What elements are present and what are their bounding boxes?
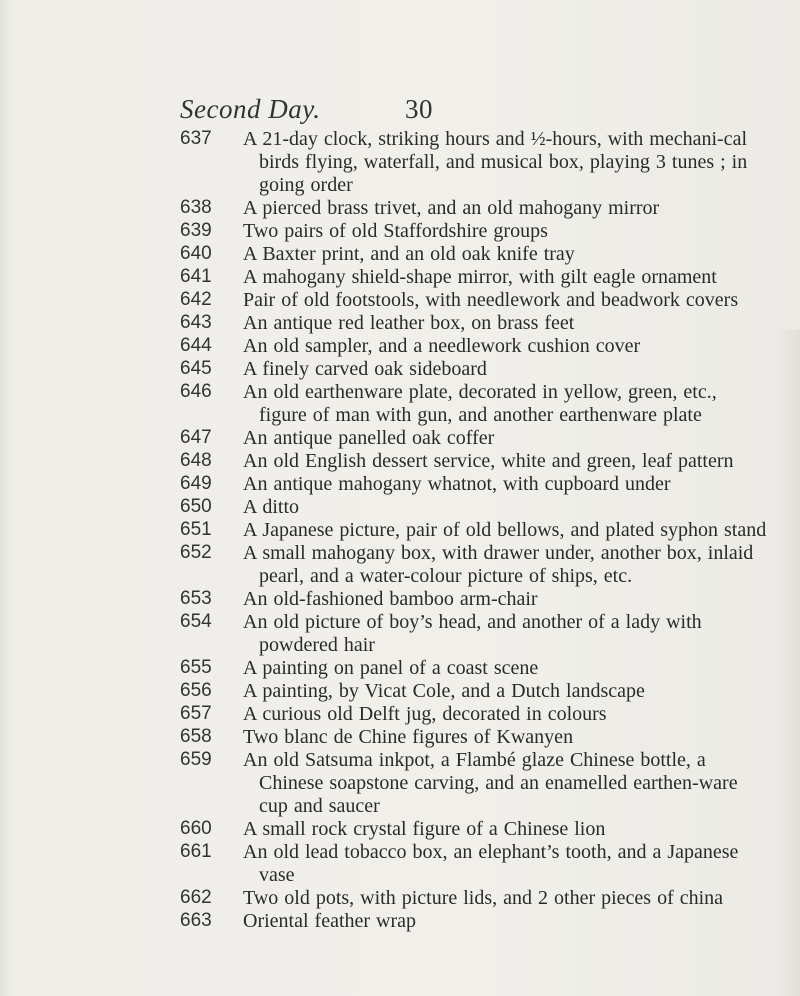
lot-number: 656	[180, 680, 212, 701]
lot-description: A small mahogany box, with drawer under, another box, inlaid pearl, and a water-colour picture of ships, etc.	[243, 542, 754, 587]
lot-entry	[180, 910, 770, 933]
lot-number: 645	[180, 358, 212, 379]
lot-entry	[180, 703, 770, 726]
lot-number: 663	[180, 910, 212, 931]
lot-entry	[180, 542, 770, 588]
lot-entry	[180, 450, 770, 473]
lot-number: 637	[180, 128, 212, 149]
lot-number: 651	[180, 519, 212, 540]
lot-description: Two blanc de Chine figures of Kwanyen	[243, 726, 574, 748]
section-title: Second Day.	[180, 94, 321, 124]
lot-description: An old sampler, and a needlework cushion cover	[243, 335, 641, 357]
lot-number: 642	[180, 289, 212, 310]
page-header	[180, 94, 433, 125]
lot-entry	[180, 818, 770, 841]
lot-number: 641	[180, 266, 212, 287]
lot-number: 661	[180, 841, 212, 862]
lot-entry	[180, 841, 770, 887]
lot-number: 648	[180, 450, 212, 471]
lot-description: Two old pots, with picture lids, and 2 other pieces of china	[243, 887, 724, 909]
lot-number: 658	[180, 726, 212, 747]
lot-entry	[180, 335, 770, 358]
lot-number: 644	[180, 335, 212, 356]
lot-entry	[180, 588, 770, 611]
lot-number: 647	[180, 427, 212, 448]
lot-description: Oriental feather wrap	[243, 910, 417, 932]
lot-number: 660	[180, 818, 212, 839]
lot-entry	[180, 312, 770, 335]
lot-description: An antique mahogany whatnot, with cupboard under	[243, 473, 671, 495]
lot-entry	[180, 680, 770, 703]
lot-description: An old lead tobacco box, an elephant’s tooth, and a Japanese vase	[243, 841, 739, 886]
lot-entry	[180, 220, 770, 243]
lot-entry	[180, 289, 770, 312]
lot-number: 657	[180, 703, 212, 724]
lot-number: 650	[180, 496, 212, 517]
lot-number: 662	[180, 887, 212, 908]
lot-description: A small rock crystal figure of a Chinese lion	[243, 818, 606, 840]
lot-description: A painting, by Vicat Cole, and a Dutch landscape	[243, 680, 645, 702]
lot-description: A ditto	[243, 496, 300, 518]
lot-description: An old Satsuma inkpot, a Flambé glaze Chinese bottle, a Chinese soapstone carving, and an enamelled earthen-ware cup and saucer	[243, 749, 738, 817]
lot-description: A Japanese picture, pair of old bellows, and plated syphon stand	[243, 519, 767, 541]
lot-entry	[180, 128, 770, 197]
lot-description: A 21-day clock, striking hours and ½-hours, with mechani-cal birds flying, waterfall, and musical box, playing 3 tunes ; in going order	[243, 128, 748, 196]
lot-description: An antique panelled oak coffer	[243, 427, 495, 449]
lot-entry	[180, 887, 770, 910]
lot-number: 643	[180, 312, 212, 333]
lot-entry	[180, 473, 770, 496]
lot-number: 655	[180, 657, 212, 678]
lot-number: 649	[180, 473, 212, 494]
lot-description: An antique red leather box, on brass feet	[243, 312, 575, 334]
lot-description: A pierced brass trivet, and an old mahogany mirror	[243, 197, 660, 219]
lot-number: 639	[180, 220, 212, 241]
lot-entry	[180, 496, 770, 519]
page-number: 30	[405, 94, 433, 124]
lot-number: 652	[180, 542, 212, 563]
lot-entry	[180, 657, 770, 680]
lot-description: A mahogany shield-shape mirror, with gilt eagle ornament	[243, 266, 717, 288]
lot-description: A Baxter print, and an old oak knife tray	[243, 243, 575, 265]
lot-entry	[180, 726, 770, 749]
lot-entry	[180, 519, 770, 542]
lot-description: A curious old Delft jug, decorated in colours	[243, 703, 607, 725]
lot-entry	[180, 749, 770, 818]
lot-entry	[180, 381, 770, 427]
lot-description: A finely carved oak sideboard	[243, 358, 487, 380]
lot-number: 654	[180, 611, 212, 632]
lot-description: An old earthenware plate, decorated in yellow, green, etc., figure of man with gun, and another earthenware plate	[243, 381, 717, 426]
lot-description: An old-fashioned bamboo arm-chair	[243, 588, 538, 610]
lot-description: An old picture of boy’s head, and another of a lady with powdered hair	[243, 611, 702, 656]
lot-description: An old English dessert service, white and green, leaf pattern	[243, 450, 734, 472]
lot-number: 653	[180, 588, 212, 609]
lot-entry	[180, 427, 770, 450]
lot-description: Pair of old footstools, with needlework and beadwork covers	[243, 289, 739, 311]
lot-number: 640	[180, 243, 212, 264]
page-edge-shadow	[778, 330, 800, 996]
lot-number: 646	[180, 381, 212, 402]
lot-entry	[180, 197, 770, 220]
lot-description: Two pairs of old Staffordshire groups	[243, 220, 548, 242]
lot-entry	[180, 266, 770, 289]
lot-number: 638	[180, 197, 212, 218]
lot-description: A painting on panel of a coast scene	[243, 657, 539, 679]
lot-entry	[180, 358, 770, 381]
lot-number: 659	[180, 749, 212, 770]
lot-entry	[180, 611, 770, 657]
lot-entry	[180, 243, 770, 266]
